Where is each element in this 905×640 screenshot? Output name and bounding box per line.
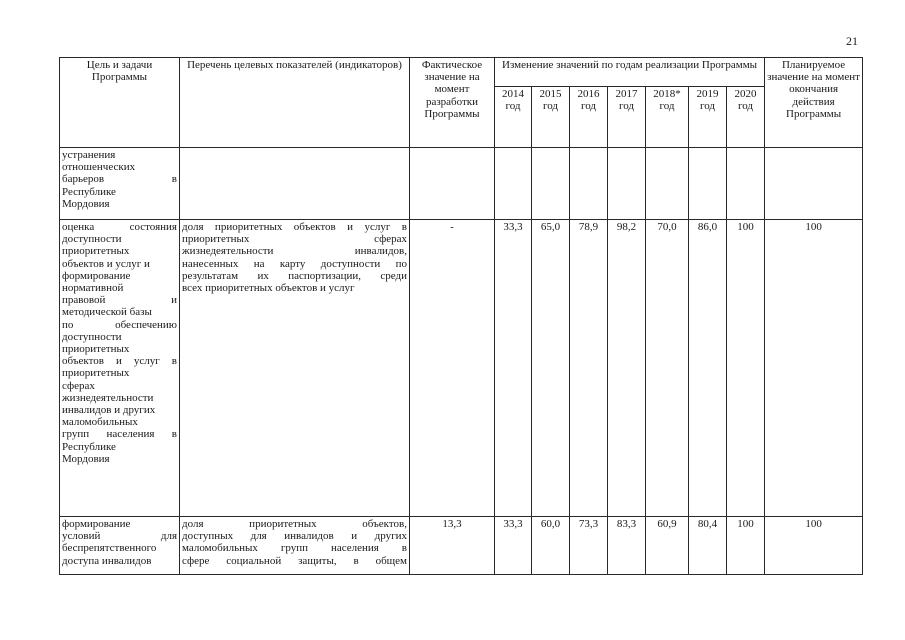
value-2019: 80,4: [689, 517, 727, 575]
header-year-2014: 2014 год: [495, 87, 532, 148]
value-2014: 33,3: [495, 517, 532, 575]
indicator-cell: доля приоритетных объектов и услуг в приоритетных сферах жизнедеятельности инвалидов, нанесенных на карту доступности по результатам их паспортизации, среди всех приоритетных объектов и услуг: [180, 220, 410, 517]
planned-cell: [765, 148, 863, 220]
value-2015: 65,0: [532, 220, 570, 517]
header-row: [60, 58, 863, 87]
header-year-2018: 2018* год: [646, 87, 689, 148]
table-row: [60, 517, 863, 575]
actual-cell: [410, 148, 495, 220]
value-2016: 73,3: [570, 517, 608, 575]
header-year-2019: 2019 год: [689, 87, 727, 148]
actual-cell: -: [410, 220, 495, 517]
value-2016: 78,9: [570, 220, 608, 517]
header-changes: Изменение значений по годам реализации Программы: [495, 58, 765, 87]
value-2017: 83,3: [608, 517, 646, 575]
header-planned: Планируемое значение на момент окончания действия Программы: [765, 58, 863, 148]
actual-cell: 13,3: [410, 517, 495, 575]
header-year-2020: 2020 год: [727, 87, 765, 148]
header-year-2016: 2016 год: [570, 87, 608, 148]
indicator-cell: [180, 148, 410, 220]
value-2017: 98,2: [608, 220, 646, 517]
header-indicators: Перечень целевых показателей (индикаторов): [180, 58, 410, 148]
header-year-2015: 2015 год: [532, 87, 570, 148]
table-row: [60, 220, 863, 517]
value-2014: 33,3: [495, 220, 532, 517]
value-2018: 70,0: [646, 220, 689, 517]
header-actual: Фактическое значение на момент разработки Программы: [410, 58, 495, 148]
value-2015: 60,0: [532, 517, 570, 575]
header-goal: Цель и задачи Программы: [60, 58, 180, 148]
header-year-2017: 2017 год: [608, 87, 646, 148]
value-2018: 60,9: [646, 517, 689, 575]
goal-cell: формирование условий для беспрепятственного доступа инвалидов: [60, 517, 180, 575]
planned-cell: 100: [765, 220, 863, 517]
planned-cell: 100: [765, 517, 863, 575]
indicator-cell: доля приоритетных объектов, доступных для инвалидов и других маломобильных групп населения в сфере социальной защиты, в общем: [180, 517, 410, 575]
goal-cell: устранения отношенческих барьеров в Республике Мордовия: [60, 148, 180, 220]
indicators-table: [59, 57, 863, 575]
goal-cell: оценка состояния доступности приоритетных объектов и услуг и формирование нормативной правовой и методической базы по обеспечению доступности приоритетных объектов и услуг в приоритетных сферах жизнедеятельности инвалидов и других маломобильных групп населения в Республике Мордовия: [60, 220, 180, 517]
page-number: 21: [846, 34, 858, 48]
value-2019: 86,0: [689, 220, 727, 517]
value-2020: 100: [727, 517, 765, 575]
value-2020: 100: [727, 220, 765, 517]
table-row: [60, 148, 863, 220]
